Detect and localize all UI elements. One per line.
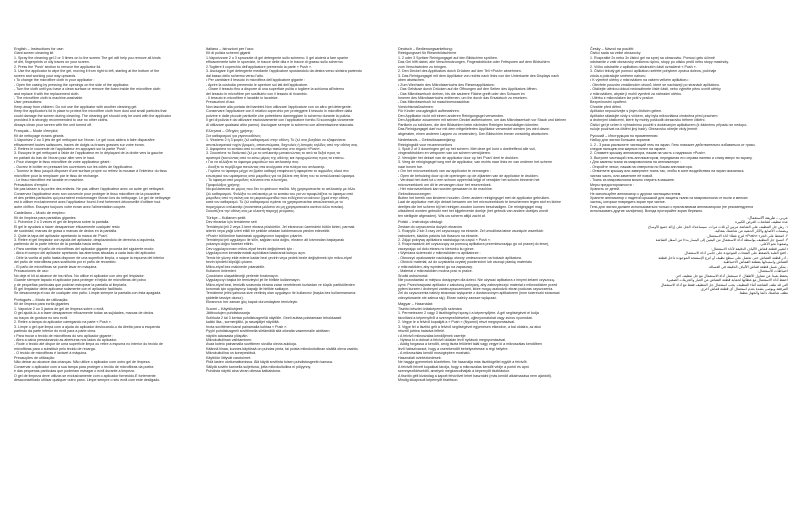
instruction-line: a drobnými částicemi, které by mohly poškodit obrazovku během čištění. [590, 118, 706, 123]
instruction-line: ٢. اضغط على الجزء «Push» لنزع غطاء أداة الاستعمال. [706, 233, 788, 238]
instruction-line: 1. Rozprašte 2x nebo 3x čistící gel na sprej na obrazovku. Pomocí gelu účinně [590, 55, 715, 60]
instruction-line: bezin içindeki köpüğü çıkarın. [206, 260, 254, 265]
language-section [398, 302, 582, 382]
instruction-line: المرفقة ويوصى بشدة بعدم استعمال أي قطعة قماش أخرى. [699, 287, 788, 292]
instruction-line: Temizleyici jeli uygulayıcı ile silin, sağdan sola doğru, ekranın alt kısmından başlayarak [206, 238, 345, 243]
instruction-line: 1. Pulverice 2 ó 3 veces el gel de limpieza sobre la pantalla. [14, 220, 110, 225]
section-heading: Deutsch – Bedienungsanleitung: [398, 47, 453, 51]
instruction-line: Käyttöön liittyvät varotoimet: [206, 355, 251, 360]
instruction-line: Partikeln zu schützen, die den Bildschirm beim nächsten Reinigen beschädigen könnten. [398, 122, 540, 127]
instruction-line: 1. 2 oder 3 Spritzer Reinigungsgel auf den Bildschirm sprühen. [398, 55, 498, 60]
language-section [14, 47, 198, 127]
instruction-line: korumak için uygulayıcıyı kapağı ile birlikte saklayın. [206, 287, 290, 292]
instruction-line: Гель для чистки должен использоваться только с прилагаемым аппликатором (не рекомендуется [590, 204, 754, 209]
instruction-line: Mikrokuituliina on konepestävä. [206, 351, 257, 356]
language-section [206, 129, 390, 214]
column-3 [398, 47, 582, 385]
instruction-line: - Abra el cuerpo del aplicador apretando las aberturas situadas a cada lado del aplicador. [14, 251, 156, 256]
language-section [14, 298, 198, 383]
instruction-line: 3. Вытрите чистящий гель аппликатором, передвигая его справа налево и снизу вверх по экрану. [590, 155, 753, 160]
instruction-line: Das Gel hilft dabei, alle Verschmutzungen, Fingerabdrücke oder Fettspuren auf dem Bildschirm [398, 60, 550, 65]
instruction-line: Avaa kotelo painamalla sovittimen sivuilla olevia aukkoja. [206, 342, 297, 347]
instruction-line: efficacement toutes salissures, traces de doigts ou traces grasses sur votre écran. [14, 142, 145, 147]
instruction-line: kaikki lika-, sormenjälki- ja rasvajäljet näytöltä. [206, 320, 280, 325]
instruction-line: zaczynając od dołu ekranu w kierunku ku górze. [398, 246, 475, 251]
column-4 [590, 47, 788, 298]
column-1 [14, 47, 198, 385]
section-heading: English – Instructions for use: [14, 47, 64, 51]
instruction-line: 3. Veeg de reinigingsgel weg met de applicator, van rechts naar links en van onderen het scherm [398, 160, 553, 165]
instruction-line: 3. Σκουπίστε το διαλυτικό ζελ με το απλικατέρ μετακινώντας το από τα δεξιά προς τα [206, 151, 340, 156]
instruction-line: 3. Limpe o gel que limpa com a ajuda do aplicador deslocando-o da direita para a esquerda [14, 324, 160, 329]
instruction-line: Chraňte před dětmi. [590, 104, 622, 109]
instruction-line: Reinigingskit voor reuzenmonitors [398, 142, 453, 147]
instruction-line: odstraníte z vaší obrazovky veškerou špínu, stopy po otisku prstů nebo stopy mastnoty. [590, 60, 729, 65]
instruction-line: - El paño de microfibras se puede lavar en máquina. [14, 264, 98, 269]
instruction-line: - Abra a caixa pressionando as aberturas nos lados do aplicador. [14, 338, 118, 342]
instruction-line: Храните аппликатор с надетой крышкой для защиты ткани из микроволокна от пыли и мелких [590, 195, 748, 200]
instruction-line: Zestaw do czyszczenia dużych ekranów [398, 224, 462, 229]
instruction-line: - Das Gehäuse durch Drücken auf die Öffnungen auf den Seiten des Applikators öffnen. [398, 87, 538, 92]
instruction-line: del tessuto in microfibre per sostituirlo con il tessuto di ricambio. [206, 91, 308, 96]
instruction-line: يحفظ بعيداً عن متناول الأطفال. لا تستعمل أداة الاستعمال مع جل تنظيف آخر. [675, 273, 788, 278]
instruction-line: Conservez l'applicateur avec son couvercle pour protéger le tissu microfibre de la poussière [14, 191, 160, 196]
instruction-line: - Obrócić materiał, aż do uzyskania czystej powierzchni lub usunąć piankę materiału [398, 260, 532, 265]
instruction-line: abgeraten, einen anderen Lappen zu verwenden). Den Bildschirm immer vorsichtig abwischen. [398, 131, 550, 136]
instruction-line: Précautions d'emploi : [14, 182, 50, 187]
instruction-line: Den Applikator zusammen mit seinem Deckel aufbewahren, um das Mikrofasertuch vor Staub und kleinen [398, 118, 567, 123]
instruction-line: en partant du bas de l'écran pour aller vers le haut. [14, 155, 95, 160]
instruction-line: polvere e dalle piccole particelle che potrebbero danneggiare lo schermo durante la pulizia. [206, 113, 351, 118]
instruction-line: - Il tessuto in microfibre è lavabile in lavatrice. [206, 95, 279, 100]
instruction-line: использовать другие салфетки). Всегда протирайте экран бережно. [590, 209, 704, 214]
instruction-line: microfibre pour la remplacer par le tissu de rechange. [14, 173, 100, 178]
instruction-line: ٣. امسح جل التنظيف بواسطة أداة الاستعمال من اليمين إلى اليسار بدءاً من أسفل الشاشة [655, 238, 788, 243]
instruction-line: távolítani a képernyőről a szennyeződéseket, ujjlenyomatokat vagy zsíros nyomokat. [398, 315, 533, 320]
instruction-line: 1.Vaporizzare 2 o 3 spruzzate di gel detergente sullo schermo. Il gel aiuterà a fare sparire [206, 55, 349, 60]
instruction-line: - The microfibre cloth is machine-washable. [14, 95, 84, 100]
instruction-line: 3. Vigye fel a tisztító gélt a felvivő segítségével egyenesen elkezdve, a bal oldalra, az alsó [398, 324, 541, 329]
instruction-line: - Ткань из микроволокна можно стирать в машине. [590, 178, 675, 183]
instruction-line: • K výměně utěrky z mikrovláken na vašem velkém aplikátoru : [590, 78, 690, 83]
instruction-line: Das Reinigungsgel darf nur mit dem mitgelieferten Applikator verwendet werden (es wird davon [398, 127, 550, 132]
instruction-line: - Das Mikrofasertuch drehen, bis die saubere Fläche greift oder den Schaum im [398, 91, 525, 96]
instruction-line: • A felvivő mikroszálas kendőjének cseréje: [398, 333, 467, 338]
section-heading: عربي – طريقة الاستعمال: [747, 215, 788, 220]
instruction-line: 1. Permetezzen 2 vagy 3 tisztítógélnyi spray-t a képernyőjére. A gél segítségével el tudja [398, 311, 539, 316]
instruction-line: Żel do czyszczenia należy stosować wyłącznie z dostarczonym aplikatorem (inne ściereczki stosować [398, 291, 560, 296]
section-heading: Français – Mode d'emploi: [14, 129, 59, 134]
section-heading: Polski – Instrukcja obsługi: [398, 220, 443, 225]
instruction-line: est à utiliser exclusivement avec l'applicateur fourni.Il est fortement déconseillé d'utiliser tout [14, 200, 161, 205]
instruction-line: 3. Rozprowadzić żel czyszczący za pomocą aplikatora przemieszczając go od prawej do lewej, [398, 242, 549, 247]
instruction-line: Precauciones de uso: [14, 269, 49, 274]
instruction-line: Mikro-elyaf bezi, temizlik sırasında ekrana zarar verebilecek tozlardan ve küçük partiküllerden [206, 282, 355, 287]
instruction-line: Mindig kikapcsolt képernyőt tisztítson. [398, 378, 459, 383]
instruction-line: szennyeződésektől, amelyek megkarcolhatják a képernyőt tisztításkor. [398, 369, 510, 374]
section-heading: Русский – Инструкция по применению: [590, 133, 659, 138]
instruction-line: Always clean your screen with the unit turned off. [14, 122, 93, 127]
instruction-line: - A mikroszálas kendő mosógépben mosható. [398, 351, 471, 356]
instruction-line: • Zum Wechseln des Mikrofasertuchs des Riesenapplikators: [398, 82, 495, 87]
instruction-line: - Το ύφασμα από μικροΐνες πλένεται στο πλυντήριο. [206, 178, 289, 183]
instruction-line: 3. Čisticí tekutý gel pomocí aplikátoru setřete pohybem zprava doleva, počínaje [590, 69, 717, 74]
instruction-line: provided.It is strongly recommended to use no other cloths. [14, 118, 109, 123]
instruction-line: 2. Снимите крышку аппликатора, нажав на часть с надписью «Push». [590, 151, 707, 156]
instruction-line: - Het microvezeldoek kan worden gewassen in de machine. [398, 187, 493, 192]
instruction-line: Pidä lasten ulottumattomissa. Älä käytä sovitinta toisen puhdistusgeelin kanssa. [206, 360, 333, 365]
instruction-line: Keep the applicator's lid in place to protect the microfibre cloth from dust and small particles that [14, 109, 167, 114]
instruction-line: - افتح العلبة بالضغط على الفتحات الموجودة على جانبي أداة الاستعمال. [683, 251, 788, 256]
instruction-line: O gel de limpeza deve utilizar-se exclusivamente com o aplicador fornecido.É fortemente [14, 373, 156, 378]
instruction-line: • لتغيير قطعة قماش الألياف الدقيقة لأداة الاستعمال: [711, 246, 788, 251]
instruction-line: Uygulayıcıyı başka bir temizleyici jel ile birlikte kullanmayın. [206, 278, 301, 283]
instruction-line: El gel limpiador debe aplicarse solamente con el aplicador facilitado. [14, 287, 123, 292]
instruction-line: 2. Press the 'Push' section to remove the applicator lid. [14, 64, 102, 69]
instruction-line: Használati óvintézkedések: [398, 355, 442, 360]
instruction-line: Reinigungsset für Riesenbildschirme [398, 51, 457, 56]
instruction-line: • Pour changer le tissu microfibre de votre applicateur géant : [14, 160, 112, 165]
instruction-line: Dev uygulayıcınızın mikro-elyaf bezini değiştirmek için : [206, 246, 295, 251]
instruction-line: - Otevřete pouzdro zmáčknutím otvorů, které se nacházejí po stranách aplikátoru. [590, 82, 720, 87]
language-section [206, 216, 390, 305]
instruction-line: and replace it with the replacement cloth. [14, 91, 80, 96]
instruction-line: 2. Vegye le a felvivő kupakját a « Push » (Nyomni) részt megnyomásával. [398, 320, 516, 325]
instruction-line: Irrota sovittimen kansi painamalla kohtaa « Push ». [206, 324, 288, 329]
instruction-line: - Girare il tessuto fino a disporre di una superficie pulita o togliere la schiuma all'interno [206, 87, 345, 92]
instruction-line: 2. Zdjąć pokrywę aplikatora naciskając na część « Push ». [398, 238, 491, 243]
instruction-line: Temizleyici jeli 2 veya 3 kere ekrana püskürtün. Jel ekranınızı üzerindeki bütün kirleri, parmak [206, 224, 355, 229]
instruction-line: autre chiffon. Essuyez toujours votre écran avec l'alimentation coupée. [14, 204, 127, 209]
instruction-line: Vorsichtsmaßnahmen: [398, 104, 434, 109]
instruction-line: uitsluitend worden gebruikt met het bijgeleverde doekje (het gebruik van andere doekjes wordt [398, 209, 548, 214]
section-heading: Nederlands – Gebruiksaanwijzing: [398, 138, 456, 143]
instruction-line: Gebruiksvoorzorgen: [398, 191, 432, 196]
instruction-line: Se desaconseja el uso de cualquier otro paño. Limpie siempre la pantalla con ésta apagada. [14, 291, 162, 296]
instruction-line: Mikrokuituliinan vaihtaminen: [206, 338, 253, 342]
instruction-line: - O tecido de microfibras é lavável à máquina. [14, 351, 88, 356]
instruction-line: - Отвинтите крышку или заверните ткань так, чтобы в зоне воздействия на экран оказалась [590, 169, 744, 174]
instruction-line: Čisticí gel je určen k výhradnímu použití s dodávaným aplikátorem (k žádnému případu se nedopo- [590, 122, 748, 127]
instruction-line: αποτελεσματικά τυχόν βρομιές, αποτυπώματα, δαχτυλιές ή λιπαρές κηλίδες από την οθόνη σας. [206, 142, 359, 147]
instruction-line: dal basso dello schermo verso l'alto. [206, 73, 264, 78]
instruction-line: şiddetle tavsiye olunur). [206, 295, 244, 300]
instruction-line: εσωτερικό του υφάσματος από μικροΐνες για να βάλετε στη θέση του το ανταλλακτικό ύφασμα. [206, 173, 356, 178]
instruction-line: - Turn the cloth until you have a clean surface or remove the foam inside the microfibre cloth [14, 87, 161, 92]
instruction-line: - Utěrku z mikrovláken lze prát v pračce. [590, 95, 655, 100]
instruction-line: de suciedad, marcas de grasa o marcas de dedos en la pantalla. [14, 229, 118, 234]
instruction-line: Čistící sada na velké obrazovky [590, 51, 641, 56]
language-section [398, 47, 582, 136]
column-2 [206, 47, 390, 376]
instruction-line: 1. Spuit 2 of 3 doseringen gel op het scherm. Met deze gel kunt u doeltreffend alle vuil, [398, 146, 536, 151]
instruction-line: Não deixar ao alcance das crianças. Não utilize o aplicador com outro gel de limpeza. [14, 360, 151, 365]
instruction-line: Σετ καθαρισμού για γιγαντοοθόνες [206, 133, 261, 138]
instruction-line: 2. Retire a tampa do aplicador carregando na parte « Push ». [14, 320, 112, 325]
instruction-line: • Για να αλλάξετε το ύφασμα μικροϊνών του απλικατέρ σας: [206, 160, 300, 165]
instruction-line: Puhdista näyttö aina virran ollessa katkaistuna. [206, 369, 281, 374]
instruction-line: احفظ أداة الاستعمال مع غطائها لحماية قطعة القماش من الغبار والجزيئات الصغيرة [666, 278, 788, 283]
instruction-line: Mikro-elyaf bez makinede yıkanabilir. [206, 264, 265, 269]
instruction-line: of dirt, fingerprints or oily traces on your screen. [14, 60, 90, 65]
instruction-line: وصعوداً نحو الأعلى. [759, 242, 788, 247]
language-section [398, 138, 582, 218]
instruction-line: Temiz bir yüzey elde edene kadar bezi çevirin veya yedek bezle değiştirmek için mikro-elyaf [206, 255, 352, 260]
instruction-line: di utilizzare qualsiasi altro panno). Asciugare sempre lo schermo con alimentazione staccata. [206, 122, 354, 127]
instruction-line: Набор для чистки больших экранов [590, 138, 650, 143]
instruction-line: «Push» bölümüne bastırarak uygulayıcının kapağını çıkartın. [206, 233, 303, 238]
instruction-line: - Le tissu microfibre est lavable en machine. [14, 178, 85, 183]
instruction-line: partindo da parte inferior do ecrã para a parte cima. [14, 329, 97, 334]
instruction-line: Środki ostrożności: [398, 273, 429, 278]
instruction-line: Σκουπίζετε την οθόνη σας με κλειστή παροχή ρεύματος. [206, 209, 295, 214]
instruction-line: Giant screen cleaning kit [14, 51, 54, 56]
instruction-line: Suihkuta 2 tai 3 kertaa puhdistusgeeliä näytölle. Geeli auttaa poistamaan tehokkaasti [206, 315, 342, 320]
instruction-line: Kit di pulizia schermi giganti [206, 51, 251, 56]
instruction-line: ou traços de gordura no seu ecrã. [14, 315, 68, 320]
instruction-line: 1. 2 - 3 раза распылите чистящий гель на экран. Гель поможет действительно избавиться от грязи, [590, 142, 756, 147]
instruction-line: Precauções de utilização: [14, 355, 55, 360]
instruction-line: Den Applikator nicht mit einem anderen Reinigungsgel verwenden. [398, 113, 505, 118]
instruction-line: 1. Ψεκάστε 2 ή 3 φορές ζελ καθαρισμού στην οθόνη. Το ζελ σας βοηθάει να εξαφανίσετε [206, 138, 346, 143]
instruction-line: - Otworzyć opakowanie naciskając otwory umieszczone na bokach aplikatora. [398, 255, 522, 260]
section-heading: Italiano – Istruzioni per l'uso: [206, 47, 255, 51]
instruction-line: Für Kinder unzugänglich aufbewahren. [398, 109, 460, 114]
instruction-line: 2. Αφαιρέστε το καπάκι από το απλικατέρ πατώντας στο σημείο «Push». [206, 146, 321, 151]
instruction-line: μικροΐνες από τη σκόνη και τα μικροσωματίδια που ενδέχεται να κάνουν ζημιά στην οθόνη [206, 195, 349, 200]
instruction-line: - Déle la vuelta al paño hasta disponer de una superficie limpia, o saque la espuma del interior [14, 255, 165, 260]
instruction-line: partiendo de la parte inferior de la pantalla hacia arriba. [14, 242, 103, 247]
instruction-line: 1.Vaporisez 2 ou 3 jets de gel nettoyant sur l'écran. Le gel vous aidera à faire disparaître [14, 138, 155, 143]
instruction-line: - Verdraai het doek tot u een schoon oppervlak krijgt of verwijder het schuim binnenin het [398, 178, 540, 183]
instruction-line: - Rode o tecido até dispor de uma superfície limpa ou retire a espuma no interior do tecido de [14, 342, 163, 347]
language-section [206, 307, 390, 374]
instruction-line: Inneren des Mikrofasertuchs entfernen, um ihn durch das Ersatztuch zu ersetzen. [398, 95, 528, 100]
instruction-line: Меры предосторожности : [590, 182, 634, 187]
instruction-line: naar boven toe. [398, 164, 423, 169]
instruction-line: Kullanım önlemleri: [206, 269, 237, 274]
instruction-line: zdola a pokračujte směrem nahoru. [590, 73, 647, 78]
instruction-line: zabrudzeń, śladów palców lub tłuszczu na ekranie. [398, 233, 479, 238]
instruction-line: • Om het microvezeldoek van uw applicator te vervangen : [398, 169, 491, 174]
instruction-line: del paño de microfibras para sustituirla por el paño de recambio. [14, 260, 117, 265]
instruction-line: ten stelligste afgeraden). Wis uw scherm altijd zacht af. [398, 213, 486, 218]
language-section [590, 216, 788, 296]
instruction-line: microfibras para o substituir pelo tecido de recarga. [14, 346, 96, 351]
language-section [590, 47, 788, 132]
instruction-line: 3. Das Reinigungsgel mit dem Applikator von rechts nach links von der Unterkante des Displays nach [398, 73, 560, 78]
instruction-line: could damage the screen during cleaning. The cleaning gel should only be used with the applicator [14, 113, 171, 118]
instruction-line: Tisztító készlet óriásképernyők számára [398, 306, 462, 311]
instruction-line: vingerafdrukken en vetsporen van uw scherm verwijderen. [398, 151, 491, 156]
instruction-line: 2. Verwijder het deksel van de applicator door op het 'Push' deel te drukken. [398, 155, 519, 160]
instruction-line: Guarde siempre tapado el aplicador para proteger el tejido de microfibras del polvo [14, 278, 147, 283]
instruction-line: - Γυρίστε το ύφασμα μέχρι να βρείτε καθαρή επιφάνεια ή αφαιρέστε το αφρώδες υλικό στο [206, 169, 349, 174]
instruction-line: részről jobbra haladva felfelé. [398, 329, 445, 334]
instruction-line: y de pequeñas partículas que podrían estropear la pantalla al limpiarla. [14, 282, 128, 287]
instruction-line: 3. Retire el gel limpiador con ayuda del aplicador, desplazándolo de derecha a izquierda, [14, 238, 156, 243]
instruction-line: частиц, которые повредить экран при чистке. [590, 200, 666, 205]
instruction-line: Ne pas laisser à la portée des enfants. Ne pas utiliser l'applicateur avec un autre gel nettoyant. [14, 187, 165, 192]
language-section [398, 220, 582, 300]
instruction-line: Jättiruutujen puhdistussarja [206, 311, 250, 316]
section-heading: Magyar – Használat: [398, 302, 433, 307]
instruction-line: 1. Rozpylić 2 lub 3 razy żel czyszczący na ekranie. Żel umożliwia łatwe usunięcie wszelkich [398, 229, 544, 234]
instruction-line: Säilytä sovitin kannella suljettuna, jotta mikrokuituliina ei pölyynny. [206, 364, 312, 369]
instruction-line: User precautions: [14, 100, 43, 105]
section-heading: Português – Modo de utilização: [14, 297, 69, 302]
instruction-line: Kit de limpieza para pantallas gigantes [14, 215, 76, 220]
instruction-line: • Para cambiar el paño de microfibras del aplicador gigante proceda del siguiente modo: [14, 246, 155, 251]
instruction-line: • Para trocar o tecido de microfibras do seu aplicador gigante : [14, 333, 114, 338]
instruction-line: • Wymiana ściereczki z mikrowłókien w aplikatorze : [398, 251, 481, 256]
instruction-line: - Materiał z mikrowłókien można prać w pralce. [398, 269, 473, 274]
language-section [590, 134, 788, 214]
instruction-line: e das pequenas partículas que poderiam estragar o ecrã durante a limpeza. [14, 369, 135, 374]
instruction-line: Temizleme jelini yalnızca size verilmiş olan uygulayıcı ile kullanınız (başka bez kullanmamanız [206, 291, 356, 296]
instruction-line: عدة تنظيف لشاشات العرض الكبيرة [735, 220, 788, 225]
instruction-line: Conservar o aplicador com a sua tampa para proteger o tecido de microfibras da poeira [14, 364, 154, 369]
instruction-line: - Nyissa ki a dobozt a felvivő oldalán lévő nyílások megnyomásával. [398, 338, 507, 342]
instruction-line: desaconselhado utilizar qualquer outro pano. Limpe sempre o seu ecrã com este desligado. [14, 378, 161, 383]
instruction-line: • Для замены ткани из микроволокна на аппликаторе : [590, 160, 682, 165]
instruction-line: Uygulayıcının kenarlarındaki açıklıklara bastırarak kutuyu açın. [206, 251, 306, 256]
instruction-line: Buiten het bereik van kinderen houden. Geen andere reinigingsgel met de applicator gebruiken. [398, 195, 551, 200]
section-heading: Suomi – Käyttöohjeet: [206, 306, 244, 311]
instruction-line: 2.Togliere il coperchio dell'applicatore premendo la parte « Push ». [206, 64, 312, 69]
instruction-line: следов пальцев или жирных пятен на экране. [590, 146, 667, 151]
instruction-line: Aplikátor skladujte vždy s víčkem, aby byla mikrovlákna chráněna před prachem [590, 113, 718, 118]
instruction-line: zum Verschwinden zu bringen. [398, 64, 447, 69]
instruction-line: Ekranınızı her zaman güç kapalı durumdayken temizleyin. [206, 300, 299, 305]
instruction-line: κατά τον καθαρισμό. Το ζελ καθαρισμού πρέπει να χρησιμοποιείται αποκλειστικά με το [206, 200, 343, 205]
language-section [14, 129, 198, 209]
instruction-line: - Tournez le tissu jusqu'à disposer d'une surface propre ou retirez la mousse à l'intérieur du tissu [14, 169, 168, 174]
instruction-line: 1. Spray the cleaning gel 2 or 3 times on to the screen.The gel will help you remove all kinds [14, 55, 161, 60]
instruction-line: Хранить от детей. [590, 187, 621, 192]
instruction-line: ζελ καθαρισμού. Φυλάξτε το απλικατέρ με το καπάκι του για να προφυλάξετε το ύφασμα από [206, 191, 354, 196]
instruction-line: - Ouvrez le boîtier en pressant les ouvertures sur les côtés de l'applicateur. [14, 164, 133, 169]
instruction-line: - يمكن غسل قطعة قماش الألياف الدقيقة في الغسالة. [708, 264, 788, 269]
instruction-line: - Откройте чехол, нажав на отверстия по бокам аппликатора. [590, 164, 693, 169]
instruction-line: Не используйте аппликатор с другим чистящим гелем. [590, 191, 682, 196]
instruction-line: Bezpečnostní opatření: [590, 100, 627, 105]
instruction-line: • Per cambiare il tessuto in microfibra dell'applicatore gigante : [206, 78, 306, 83]
instruction-line: Ne hagyja gyermekek közelében. Ne használja más tisztítógéllel együtt a felvivőt. [398, 360, 528, 365]
instruction-line: - أدر قطعة القماش حتى تحصل على سطح نظيف أو انزع الإسفنجة الموجودة داخل قطعة [658, 255, 788, 260]
instruction-line: Laat de applicator met zijn deksel bewaren om het microvezeldoek te beschermen tegen stof en kleine [398, 200, 562, 205]
instruction-line: 2. Víčko odstraňte z aplikátoru stisknutím části označené « Push ». [590, 64, 697, 69]
instruction-line: • To change the microfibre cloth in your applicator : [14, 78, 95, 83]
instruction-line: - Aprire la custodia premendo le aperture sui lati dell'applicatore. [206, 82, 309, 87]
section-heading: Castellano – Modo de empleo: [14, 211, 66, 216]
instruction-line: Käännä liinaa, kunnes käytössä on puhdas pinta, tai poista mikrokuituliinan sisällä oleva vaahto. [206, 346, 359, 351]
instruction-line: 1. Vaporize 2 ou 3 jactos de gel de limpeza sobre o ecrã. [14, 306, 105, 311]
instruction-line: Nie pozostawiać w miejscu dostępnym dla dzieci. Nie używać aplikatora z innymi żelami czyszczą- [398, 278, 555, 283]
instruction-line: 2. Den Deckel des Applikators durch Drücken auf den Teil «Push» abnehmen. [398, 69, 522, 74]
instruction-line: احتياطات الاستعمال: [757, 269, 788, 274]
instruction-line: 3. Asciugare il gel detergente mediante l'applicatore spostandolo da destra verso sinistra partendo [206, 69, 362, 74]
instruction-line: oben abwischen. [398, 78, 425, 83]
instruction-line: Dev ekranlar için temizleme seti [206, 220, 257, 225]
instruction-line: - Ανοίξτε το περίβλημα πατώντας στα ανοίγματα στα πλάγια του απλικατέρ. [206, 164, 326, 169]
instruction-line: z mikrovláken, abyste ji mohli vyměnit za náhradní utěrku. [590, 91, 683, 96]
instruction-line: El gel le ayudará a hacer desaparecer eficazmente cualquier resto [14, 224, 120, 229]
instruction-line: Προφυλάξεις χρήσης: [206, 182, 241, 187]
instruction-line: παρεχόμενο απλικατέρ (συνιστάται μάλιστα να μη χρησιμοποιείτε κανένα άλλο πανάκι). [206, 204, 345, 209]
instruction-line: 2. Quite la tapa del aplicador apretando la marca de 'Push'. [14, 233, 109, 238]
instruction-line: cymi. Przechowywać aplikator z założoną pokrywą, aby zabezpieczyć materiał z mikrowłókien przed [398, 282, 558, 287]
instruction-line: чистая часть, или замените её новой. [590, 173, 654, 178]
instruction-line: القماش واستبدلها بقطعة القماش الاحتياطية. [722, 260, 788, 265]
instruction-line: screen and working your way upwards. [14, 73, 77, 78]
instruction-line: نظف شاشتك دائماً والجهاز مطفأ. [738, 291, 788, 296]
instruction-line: 2. Retirez le couvercle de l'applicateur en appuyant sur la partie 'Push'. [14, 146, 127, 151]
instruction-line: Keep away from children. Do not use the applicator with another cleaning gel. [14, 104, 138, 109]
instruction-line: وبصمات الأصابع والآثار الدهنية من شاشتك بفعالية. [714, 229, 788, 234]
instruction-line: 3. Essuyez le gel nettoyant à l'aide de l'applicateur en le déplaçant de la droite vers la gauche [14, 151, 163, 156]
instruction-line: Να φυλάσσεται σε μέρος που δεν το φτάνουν παιδιά. Μη χρησιμοποιείτε το απλικατέρ με άλλο [206, 187, 356, 192]
instruction-line: ručuje používat na čištění jiný hadr). Obrazovku otírejte vždy jemně. [590, 127, 699, 132]
instruction-line: Aplikátor nepoužívejte s jiným čisticím gelem. [590, 109, 663, 114]
instruction-line: Kit de limpeza para ecrãs gigantes [14, 302, 70, 307]
instruction-line: Çocukların ulaşabileceği yerlerde bırakmayın. [206, 273, 279, 278]
instruction-line: ١. رش جل التنظيف على الشاشة مرتين أو ثلاث مرات. سيساعدك الجل على إزالة جميع الأوساخ [647, 224, 788, 229]
section-heading: Česky – Návod na použití: [590, 47, 635, 51]
instruction-line: A felvivőt felvett kupakkal tárolja, hogy a mikroszálas kendőt védje a portól és apró [398, 364, 530, 369]
instruction-line: - Open de behuizing door op de openingen op de zijkanten van de applicator te drukken. [398, 173, 539, 178]
instruction-line: Il gel di pulizia è da utilizzare esclusivamente con l'applicatore fornito.Si sconsiglia vivamente [206, 118, 354, 123]
instruction-line: O gel ajudá-lo-á a fazer desaparecer eficazmente todas as sujidades, marcas de dedos [14, 311, 154, 316]
instruction-line: efficacemente tutte le sporcizie, le tracce delle dita e le tracce di grasso sullo schermo. [206, 60, 344, 65]
instruction-line: et des petites particules qui pourraient endommager l'écran lors du nettoyage. Le gel de nettoyage [14, 195, 171, 200]
instruction-line: deeltjes die het scherm bij het reinigen zouden kunnen beschadigen. De reinigingsgel mag [398, 204, 543, 209]
instruction-line: - Open the casing by pressing the openings on the side of the applicator. [14, 82, 130, 87]
instruction-line: zdecydowanie nie zaleca się). Ekran należy zawsze wyłączać. [398, 295, 498, 300]
instruction-line: Pyyhi puhdistusgeeli sovittimella siirtämällä sitä oikealta vasemmalle aloittaen [206, 329, 330, 334]
instruction-line: Conservare l'applicatore con il relativo coperchio per proteggere il tessuto in microfibre dalla [206, 109, 353, 114]
instruction-line: izlerini veya yağlı izleri etkili bir şekilde ortadan kaldırmanıza yardım edecektir. [206, 229, 331, 234]
section-heading: Ελληνικά – Οδηγίες χρήσης: [206, 129, 254, 134]
instruction-line: التي قد تتلف الشاشة أثناء التنظيف. يجب استعمال جل التنظيف فقط مع أداة الاستعمال [660, 282, 788, 287]
instruction-line: Non lasciare alla portata dei bambini.Non utilizzare l'applicatore con un altro gel detergente. [206, 104, 352, 109]
instruction-line: näytön alaosasta ylöspäin. [206, 333, 249, 338]
instruction-line: - Das Mikrofasertuch ist maschinenwaschbar. [398, 100, 471, 105]
instruction-line: Kit de nettoyage écrans géants [14, 133, 64, 138]
instruction-line: - Otáčejte utěrkou dokud nedosáhnete čisté části, nebo vyjměte pěnu uvnitř utěrky [590, 87, 721, 92]
instruction-line: yukarıya doğru hareket ettirin. [206, 242, 254, 247]
instruction-line: Precauzioni d'uso: [206, 100, 236, 105]
language-section [206, 47, 390, 127]
section-heading: Türkçe – Kullanım şekli: [206, 215, 247, 220]
instruction-line: - Addig forgassa a kendőt, amíg tiszta felületet talál vagy vegye ki a mikroszálas kendőben [398, 342, 542, 347]
instruction-line: microvezeldoek om dit te vervangen door het reservedoek. [398, 182, 492, 187]
instruction-line: lévő habszivacsot, hogy a cserekendőt behelyezhesse a régi helyére. [398, 346, 509, 351]
instruction-line: A tisztító gélt kizárólag a kapott felvivővel lehet használni (más kendő alkalmazása nem ajánlott). [398, 373, 552, 378]
instruction-line: z mikrowłókien, aby wymienić go na zapasowy. [398, 264, 473, 269]
instruction-line: No deje el kit al alcance de los niños. No utilice el aplicador con otro gel limpiador. [14, 273, 145, 278]
instruction-line: αριστερά ξεκινώντας από το κάτω μέρος της οθόνης και προχωρώντας προς τα επάνω. [206, 155, 345, 160]
instruction-line: pyłem kurzem i drobnymi zanieczyszczeniami, które mogą uszkodzić ekran podczas czyszczenia. [398, 287, 554, 292]
instruction-line: 3. Use the applicator to wipe the gel, moving it from right to left, starting at the bottom of the [14, 69, 160, 74]
language-section [14, 211, 198, 296]
